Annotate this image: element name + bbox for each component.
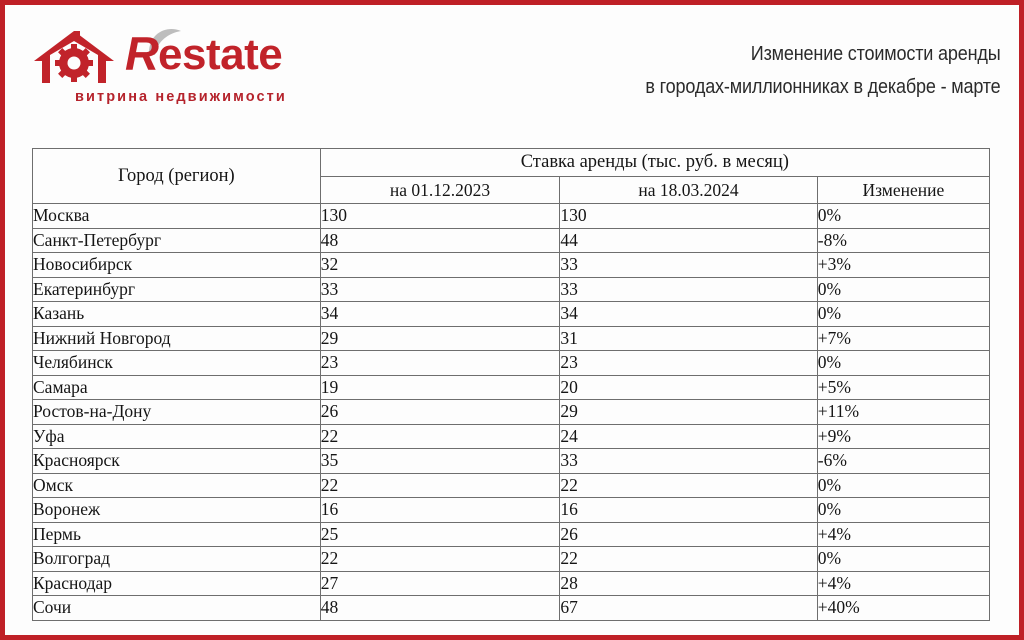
rate-date1-cell: 22 [320, 424, 560, 449]
city-cell: Москва [33, 204, 321, 229]
table-row [33, 498, 990, 523]
rate-date2-cell: 33 [560, 253, 817, 278]
change-cell: 0% [817, 277, 989, 302]
logo-letters-estate: estate [158, 30, 283, 79]
city-cell: Казань [33, 302, 321, 327]
city-cell: Воронеж [33, 498, 321, 523]
rate-date2-cell: 23 [560, 351, 817, 376]
brand-tagline: витрина недвижимости [75, 89, 287, 105]
rate-date2-cell: 20 [560, 375, 817, 400]
change-cell: +11% [817, 400, 989, 425]
page-header [5, 5, 1019, 135]
city-cell: Екатеринбург [33, 277, 321, 302]
column-header-city: Город (регион) [33, 149, 321, 204]
change-cell: +9% [817, 424, 989, 449]
change-cell: 0% [817, 351, 989, 376]
table-row [33, 204, 990, 229]
column-header-change: Изменение [817, 177, 989, 204]
table-row [33, 375, 990, 400]
city-cell: Уфа [33, 424, 321, 449]
rate-date2-cell: 33 [560, 449, 817, 474]
change-cell: +4% [817, 522, 989, 547]
change-cell: 0% [817, 498, 989, 523]
change-cell: -6% [817, 449, 989, 474]
brand-logo [30, 27, 300, 112]
rate-date1-cell: 25 [320, 522, 560, 547]
table-row [33, 596, 990, 621]
city-cell: Пермь [33, 522, 321, 547]
rate-date1-cell: 19 [320, 375, 560, 400]
table-row [33, 400, 990, 425]
rate-date2-cell: 44 [560, 228, 817, 253]
rent-rates-table [32, 148, 990, 621]
change-cell: 0% [817, 204, 989, 229]
rate-date2-cell: 130 [560, 204, 817, 229]
rate-date2-cell: 26 [560, 522, 817, 547]
rate-date2-cell: 29 [560, 400, 817, 425]
table-row [33, 228, 990, 253]
rate-date1-cell: 26 [320, 400, 560, 425]
page-title-line-1: Изменение стоимости аренды [751, 42, 1001, 65]
rate-date2-cell: 34 [560, 302, 817, 327]
table-row [33, 302, 990, 327]
city-cell: Ростов-на-Дону [33, 400, 321, 425]
rate-date1-cell: 33 [320, 277, 560, 302]
column-header-group-rate: Ставка аренды (тыс. руб. в месяц) [320, 149, 989, 177]
table-header-row-group [33, 149, 990, 177]
rate-date2-cell: 24 [560, 424, 817, 449]
rate-date1-cell: 16 [320, 498, 560, 523]
table-row [33, 326, 990, 351]
logo-letter-r: R [125, 27, 158, 80]
rate-date2-cell: 22 [560, 547, 817, 572]
change-cell: -8% [817, 228, 989, 253]
table-row [33, 253, 990, 278]
change-cell: +4% [817, 571, 989, 596]
brand-wordmark [125, 27, 305, 87]
change-cell: 0% [817, 473, 989, 498]
rate-date1-cell: 130 [320, 204, 560, 229]
table-row [33, 473, 990, 498]
change-cell: +40% [817, 596, 989, 621]
rate-date2-cell: 22 [560, 473, 817, 498]
city-cell: Челябинск [33, 351, 321, 376]
house-gear-icon [30, 29, 122, 85]
page-title-line-2: в городах-миллионниках в декабре - марте [645, 75, 1001, 99]
rate-date1-cell: 29 [320, 326, 560, 351]
city-cell: Нижний Новгород [33, 326, 321, 351]
rate-date1-cell: 22 [320, 473, 560, 498]
change-cell: +7% [817, 326, 989, 351]
rate-date2-cell: 28 [560, 571, 817, 596]
column-header-date2: на 18.03.2024 [560, 177, 817, 204]
city-cell: Краснодар [33, 571, 321, 596]
table-row [33, 547, 990, 572]
rate-date1-cell: 32 [320, 253, 560, 278]
rate-date2-cell: 67 [560, 596, 817, 621]
rate-date1-cell: 48 [320, 596, 560, 621]
table-row [33, 571, 990, 596]
column-header-date1: на 01.12.2023 [320, 177, 560, 204]
city-cell: Самара [33, 375, 321, 400]
rate-date2-cell: 31 [560, 326, 817, 351]
rate-date1-cell: 27 [320, 571, 560, 596]
table-row [33, 449, 990, 474]
change-cell: 0% [817, 547, 989, 572]
rate-date1-cell: 22 [320, 547, 560, 572]
rate-date1-cell: 34 [320, 302, 560, 327]
table-row [33, 522, 990, 547]
page-title [646, 37, 1001, 103]
table-row [33, 424, 990, 449]
table-row [33, 277, 990, 302]
change-cell: 0% [817, 302, 989, 327]
table-header [33, 149, 990, 204]
city-cell: Волгоград [33, 547, 321, 572]
rate-date2-cell: 16 [560, 498, 817, 523]
rate-date1-cell: 48 [320, 228, 560, 253]
table-body [33, 204, 990, 621]
city-cell: Омск [33, 473, 321, 498]
rate-date1-cell: 35 [320, 449, 560, 474]
change-cell: +5% [817, 375, 989, 400]
change-cell: +3% [817, 253, 989, 278]
rate-date2-cell: 33 [560, 277, 817, 302]
city-cell: Красноярск [33, 449, 321, 474]
city-cell: Сочи [33, 596, 321, 621]
table-row [33, 351, 990, 376]
city-cell: Санкт-Петербург [33, 228, 321, 253]
city-cell: Новосибирск [33, 253, 321, 278]
rate-date1-cell: 23 [320, 351, 560, 376]
